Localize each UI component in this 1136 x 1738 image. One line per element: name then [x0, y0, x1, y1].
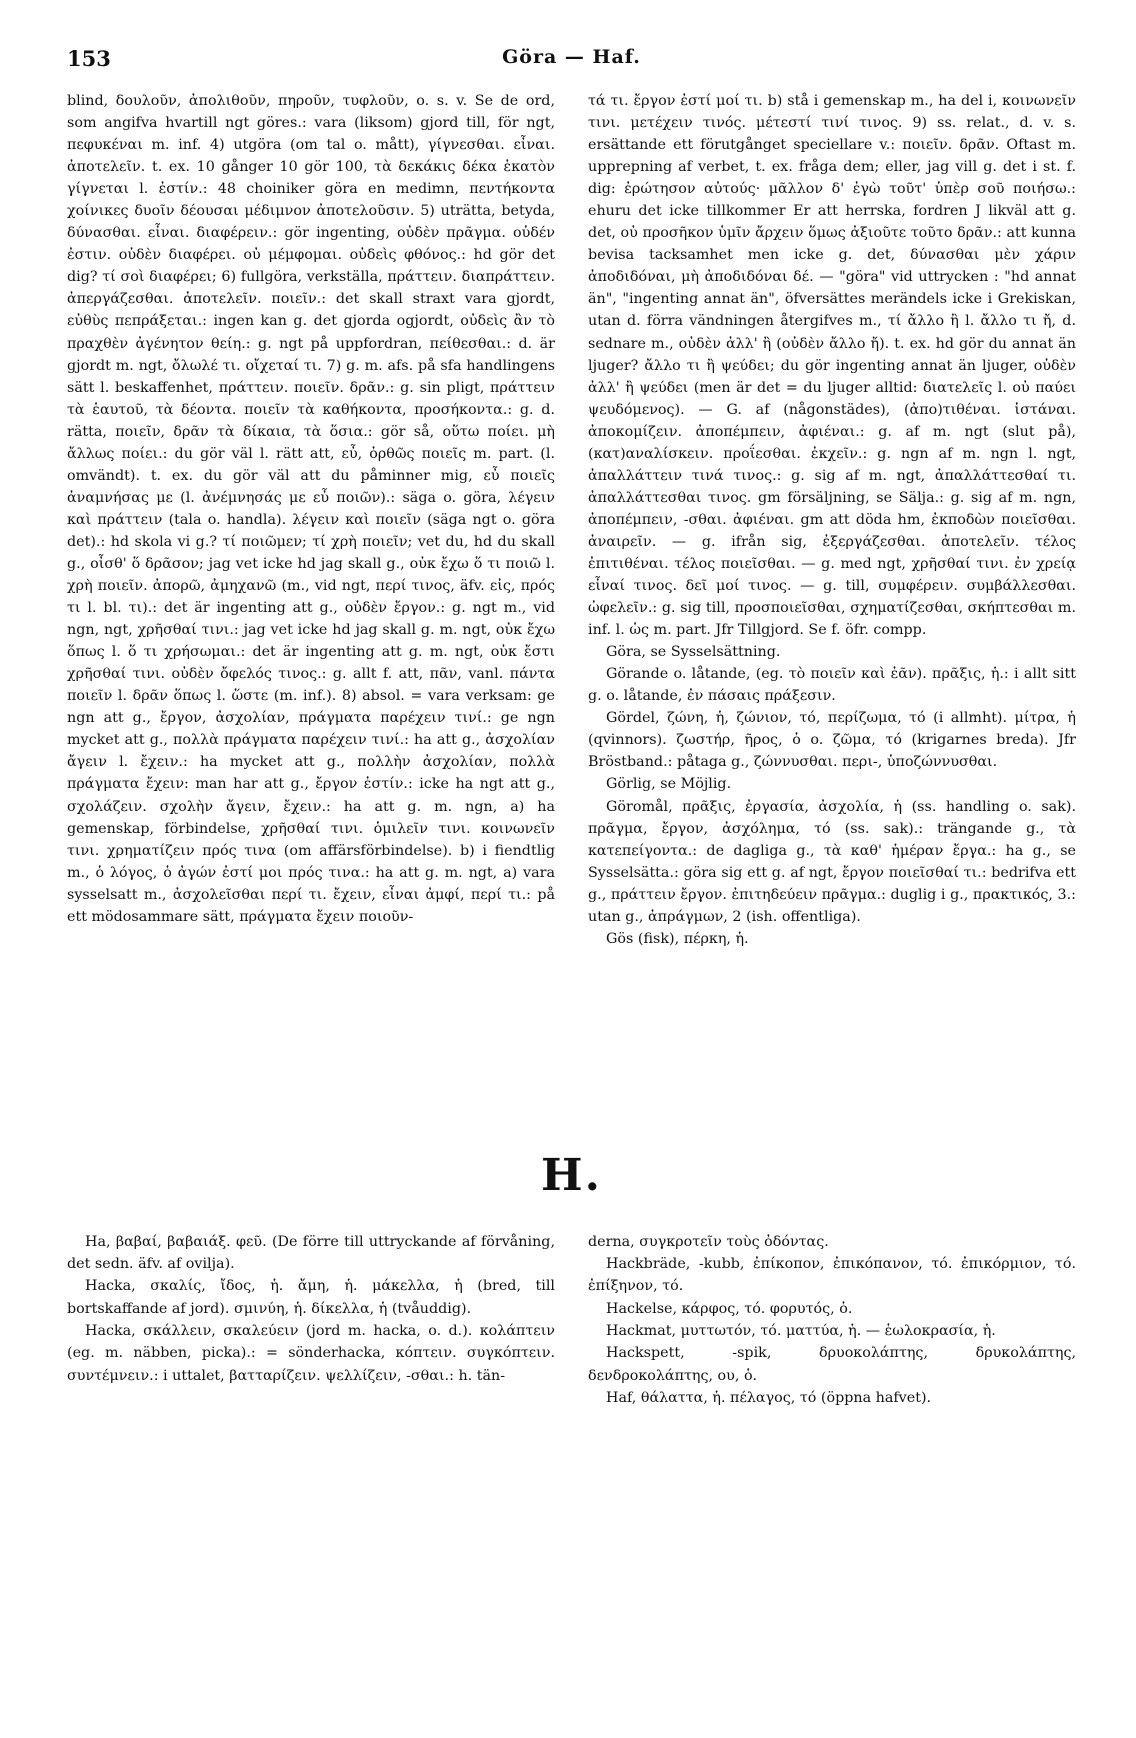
entry-paragraph: τά τι. ἔργον ἐστί μοί τι. b) stå i gemenskap m., ha del i, κοινωνεῖν τινι. μετέχειν τινός. μέτεστί τινί τινος. 9) ss. relat., d. v. s. ersättande ett förutgånget speciellare v.: ποιεῖν. δρᾶν. Oftast m. upprepning af verbet, t. ex. fråga dem; eller, jag vill g. det i st. f. dig: ἐρώτησον αὐτούς· μᾶλλον δ' ἐγὼ τοῦτ' ὑπὲρ σοῦ ποιήσω.: ehuru det icke tillkommer Er att herrska, fordren J likväl att g. det, οὐ προσῆκον ὑμῖν ἄρχειν ὅμως ἀξιοῦτε τοῦτο δρᾶν.: att kunna bevisa tacksamhet men icke g. det, δύνασθαι μὲν χάριν ἀποδιδόναι, μὴ ἀποδιδόναι δέ. — "göra" vid uttrycken : "hd annat än", "ingenting annat än", öfversättes merändels icke i Grekiskan, utan d. förra vändningen återgifves m., τί ἄλλο ἢ l. ἄλλο τι ἤ, d. sednare m., οὐδὲν ἀλλ' ἢ (οὐδὲν ἄλλο ἤ). t. ex. hd gör du annat än ljuger? ἄλλο τι ἢ ψεύδει; du gör ingenting annat än ljuger, οὐδὲν ἀλλ' ἢ ψεύδει (men är det = du ljuger alltid: διατελεῖς l. οὐ παύει ψευδόμενος). — G. af (någonstädes), (ἀπο)τιθέναι. ἱστάναι. ἀποκομίζειν. ἀποπέμπειν, ἀφιέναι.: g. af m. ngt (slut på), (κατ)αναλίσκειν. προΐεσθαι. ἐκχεῖν.: g. ngn af m. ngn l. ngt, ἀπαλλάττειν τινά τινος.: g. sig af m. ngt, ἀπαλλάττεσθαί τι. ἀπαλλάττεσθαι τινος. gm försäljning, se Sälja.: g. sig af m. ngn, ἀποπέμπειν, -σθαι. ἀφιέναι. gm att döda hm, ἐκποδὼν ποιεῖσθαι. ἀναιρεῖν. — g. ifrån sig, ἐξεργάζεσθαι. ἀποτελεῖν. τέλος ἐπιτιθέναι. τέλος ποιεῖσθαι. — g. med ngt, χρῆσθαί τινι. ἐν χρείᾳ εἶναί τινος. δεῖ μοί τινος. — g. till, συμφέρειν. συμβάλλεσθαι. ὠφελεῖν.: g. sig till, προσποιεῖσθαι, σχηματίζεσθαι, σκήπτεσθαι m. inf. l. ὡς m. part. Jfr Tillgjord. Se f. öfr. compp. — [588, 93, 1076, 639]
entry-paragraph: Hackelse, κάρφος, τό. φορυτός, ὁ. — [606, 1300, 853, 1317]
right-column — [588, 90, 1076, 950]
upper-columns — [67, 90, 1076, 950]
entry-paragraph: blind, δουλοῦν, ἀπολιθοῦν, πηροῦν, τυφλοῦν, o. s. v. Se de ord, som angifva hvartill ngt göres.: vara (liksom) gjord till, för ngt, πεφυκέναι m. inf. 4) utgöra (om tal o. mått), γίγνεσθαι. εἶναι. ἀποτελεῖν. t. ex. 10 gånger 10 gör 100, τὰ δεκάκις δέκα ἑκατὸν γίγνεται l. ἐστίν.: 48 choiniker göra en medimn, πεντήκοντα χοίνικες δυοῖν δέουσαι μέδιμνον ἀποτελοῦσιν. 5) uträtta, betyda, δύνασθαι. εἶναι. διαφέρειν.: gör ingenting, οὐδὲν πρᾶγμα. οὐδέν ἐστιν. οὐδὲν διαφέρει. οὐ μέμφομαι. οὐδεὶς φθόνος.: hd gör det dig? τί σοὶ διαφέρει; 6) fullgöra, verkställa, πράττειν. διαπράττειν. ἀπεργάζεσθαι. ἀποτελεῖν. ποιεῖν.: det skall straxt vara gjordt, εὐθὺς πεπράξεται.: ingen kan g. det gjorda ogjordt, οὐδεὶς ἂν τὸ πραχθὲν ἀγένητον θείη.: g. ngt på uppfordran, πείθεσθαι.: d. är gjordt m. ngt, ὄλωλέ τι. οἴχεταί τι. 7) g. m. afs. på sfa handlingens sätt l. beskaffenhet, πράττειν. ποιεῖν. δρᾶν.: g. sin pligt, πράττειν τὰ ἑαυτοῦ, τὰ δέοντα. ποιεῖν τὰ καθήκοντα, προσήκοντα.: g. d. rätta, ποιεῖν, δρᾶν τὰ δίκαια, τὰ ὅσια.: gör så, οὕτω ποίει. μὴ ἄλλως ποίει.: du gör väl l. rätt att, εὖ, ὀρθῶς ποιεῖς m. part. (l. omvändt). t. ex. du gör väl att du påminner mig, εὖ ποιεῖς ἀναμνήσας με (l. ἀνέμνησάς με εὖ ποιῶν).: säga o. göra, λέγειν καὶ πράττειν (tala o. handla). λέγειν καὶ ποιεῖν (säga ngt o. göra det).: hd skola vi g.? τί ποιῶμεν; τί χρὴ ποιεῖν; vet du, hd du skall g., οἶσθ' ὅ δρᾶσον; jag vet icke hd jag skall g., οὐκ ἔχω ὅ τι ποιῶ l. χρὴ ποιεῖν. ἀπορῶ, ἀμηχανῶ (m., vid ngt, περί τινος, äfv. εἰς, πρός τι l. bl. τι).: det är ingenting att g., οὐδὲν ἔργον.: g. ngt m., vid ngn, ngt, χρῆσθαί τινι.: jag vet icke hd jag skall g. m. ngt, οὐκ ἔχω ὅπως l. ὅ τι χρήσωμαι.: det är ingenting att g. m. ngt, οὐκ ἔστι χρῆσθαί τινι. οὐδὲν ὄφελός τινος.: g. allt f. att, πᾶν, vanl. πάντα ποιεῖν l. δρᾶν ὅπως l. ὥστε (m. inf.). 8) absol. = vara verksam: ge ngn att g., ἔργον, ἀσχολίαν, πράγματα παρέχειν τινί.: ge ngn mycket att g., πολλὰ πράγματα παρέχειν τινί.: ha att g., ἀσχολίαν ἄγειν l. ἔχειν.: ha mycket att g., πολλὴν ἀσχολίαν, πολλὰ πράγματα ἔχειν: man har att g., ἔργον ἐστίν.: icke ha ngt att g., σχολάζειν. σχολὴν ἄγειν, ἔχειν.: ha att g. m. ngn, a) ha gemenskap, förbindelse, χρῆσθαί τινι. ὁμιλεῖν τινι. κοινωνεῖν τινι. χρηματίζειν πρός τινα (om affärsförbindelse). b) i fiendtlig m., ὁ λόγος, ὁ ἀγών ἐστί μοι πρός τινα.: ha att g. m. ngt, a) vara sysselsatt m., ἀσχολεῖσθαι περί τι. ἔχειν, εἶναι ἀμφί, περί τι.: på ett mödosammare sätt, πράγματα ἔχειν ποιοῦν- — [67, 93, 555, 925]
entry-paragraph: Hackmat, μυττωτόν, τό. ματτύα, ἡ. — ἑωλοκρασία, ἡ. — [606, 1323, 996, 1340]
entry-paragraph: Hacka, σκάλλειν, σκαλεύειν (jord m. hacka, o. d.). κολάπτειν (eg. m. näbben, picka).: = sönderhacka, κόπτειν. συγκόπτειν. συντέμνειν.: i uttalet, βατταρίζειν. ψελλίζειν, -σθαι.: h. tän- — [67, 1323, 555, 1384]
entry-paragraph: Haf, θάλαττα, ἡ. πέλαγος, τό (öppna hafvet). — [606, 1389, 932, 1406]
lower-right-column — [588, 1231, 1076, 1409]
left-column — [67, 90, 555, 950]
entry-paragraph: Göromål, πρᾶξις, ἐργασία, ἀσχολία, ἡ (ss. handling o. sak). πρᾶγμα, ἔργον, ἀσχόλημα, τό (ss. sak).: trängande g., τὰ κατεπείγοντα.: de dagliga g., τὰ καθ' ἡμέραν ἔργα.: ha g., se Sysselsätta.: göra sig ett g. af ngt, ἔργον ποιεῖσθαί τι.: bedrifva ett g., πράττειν ἔργον. ἐπιτηδεύειν πρᾶγμα.: duglig i g., πρακτικός, 3.: utan g., ἀπράγμων, 2 (ish. offentliga). — [588, 798, 1076, 925]
entry-paragraph: Hacka, σκαλίς, ἴδος, ἡ. ἄμη, ἡ. μάκελλα, ἡ (bred, till bortskaffande af jord). σμινύη, ἡ. δίκελλα, ἡ (tvåuddig). — [67, 1278, 555, 1317]
entry-paragraph: Gös (fisk), πέρκη, ἡ. — [606, 930, 749, 947]
entry-paragraph: Hackspett, -spik, δρυοκολάπτης, δρυκολάπτης, δενδροκολάπτης, ου, ὁ. — [588, 1345, 1076, 1384]
running-head: Göra — Haf. — [502, 46, 641, 68]
entry-paragraph: Gördel, ζώνη, ἡ, ζώνιον, τό, περίζωμα, τό (i allmht). μίτρα, ἡ (qvinnors). ζωστήρ, ῆρος, ὁ o. ζῶμα, τό (krigarnes breda). Jfr Bröstband.: påtaga g., ζώννυσθαι. περι-, ὑποζώννυσθαι. — [588, 710, 1076, 771]
entry-paragraph: Görlig, se Möjlig. — [606, 776, 732, 793]
entry-paragraph: Göra, se Sysselsättning. — [606, 644, 781, 661]
page-number: 153 — [67, 46, 111, 71]
section-letter-heading: H. — [541, 1149, 602, 1201]
lower-columns — [67, 1231, 1076, 1409]
entry-paragraph: Görande o. låtande, (eg. τὸ ποιεῖν καὶ ἐᾶν). πρᾶξις, ἡ.: i allt sitt g. o. låtande, ἐν πάσαις πράξεσιν. — [588, 666, 1076, 705]
page-header — [67, 40, 1076, 76]
entry-paragraph: Ha, βαβαί, βαβαιάξ. φεῦ. (De förre till uttryckande af förvåning, det sedn. äfv. af ovilja). — [67, 1233, 555, 1273]
lower-left-column — [67, 1231, 555, 1409]
entry-paragraph: Hackbräde, -kubb, ἐπίκοπον, ἐπικόπανον, τό. ἐπικόρμιον, τό. ἐπίξηνον, τό. — [588, 1256, 1076, 1295]
entry-paragraph: derna, συγκροτεῖν τοὺς ὀδόντας. — [588, 1233, 829, 1250]
